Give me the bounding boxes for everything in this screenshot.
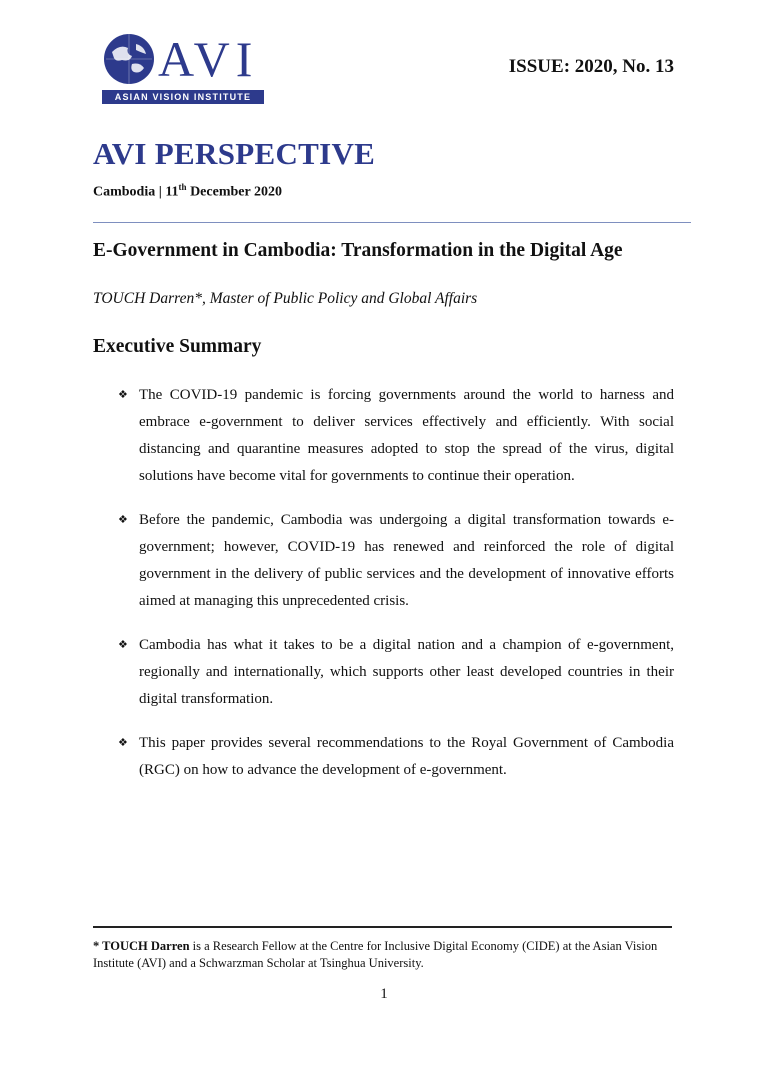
page-title: AVI PERSPECTIVE	[93, 136, 376, 171]
list-item	[118, 382, 674, 490]
footnote	[93, 938, 683, 972]
dateline	[93, 182, 282, 201]
header-divider	[93, 222, 691, 223]
list-item	[118, 507, 674, 615]
author-line: TOUCH Darren*, Master of Public Policy and Global Affairs	[93, 290, 478, 307]
page-number: 1	[380, 986, 388, 1002]
dateline-location: Cambodia | 11	[93, 184, 179, 200]
list-item	[118, 632, 674, 713]
summary-list	[118, 382, 674, 801]
issue-number: ISSUE: 2020, No. 13	[508, 56, 674, 77]
list-item-text: The COVID-19 pandemic is forcing governments around the world to harness and embrace e-government to deliver services effectively and efficiently. With social distancing and quarantine measures adopted to stop the spread of the virus, digital solutions have become vital for governments to continue their operation.	[139, 387, 674, 484]
section-heading: Executive Summary	[93, 336, 262, 357]
article-title: E-Government in Cambodia: Transformation in the Digital Age	[93, 240, 623, 261]
dateline-date: December 2020	[186, 184, 282, 200]
globe-icon	[102, 32, 156, 86]
diamond-bullet-icon: ❖	[118, 639, 128, 651]
logo-tagline: ASIAN VISION INSTITUTE	[102, 90, 264, 104]
diamond-bullet-icon: ❖	[118, 737, 128, 749]
list-item-text: Before the pandemic, Cambodia was undergoing a digital transformation towards e-government; however, COVID-19 has renewed and reinforced the role of digital government in the delivery of public services and the development of innovative efforts aimed at managing this unprecedented crisis.	[139, 512, 674, 609]
list-item-text: This paper provides several recommendations to the Royal Government of Cambodia (RGC) on how to advance the development of e-government.	[139, 735, 674, 778]
diamond-bullet-icon: ❖	[118, 514, 128, 526]
logo-wordmark: AVI	[158, 31, 259, 87]
footnote-divider	[93, 926, 672, 928]
list-item	[118, 730, 674, 784]
avi-logo	[102, 32, 264, 106]
dateline-suffix: th	[178, 182, 187, 192]
footnote-text: is a Research Fellow at the Centre for Inclusive Digital Economy (CIDE) at the Asian Vision Institute (AVI) and a Schwarzman Scholar at Tsinghua University.	[93, 939, 658, 970]
list-item-text: Cambodia has what it takes to be a digital nation and a champion of e-government, regionally and internationally, which supports other least developed countries in their digital transformation.	[139, 637, 674, 707]
diamond-bullet-icon: ❖	[118, 389, 128, 401]
footnote-author: * TOUCH Darren	[93, 939, 190, 953]
